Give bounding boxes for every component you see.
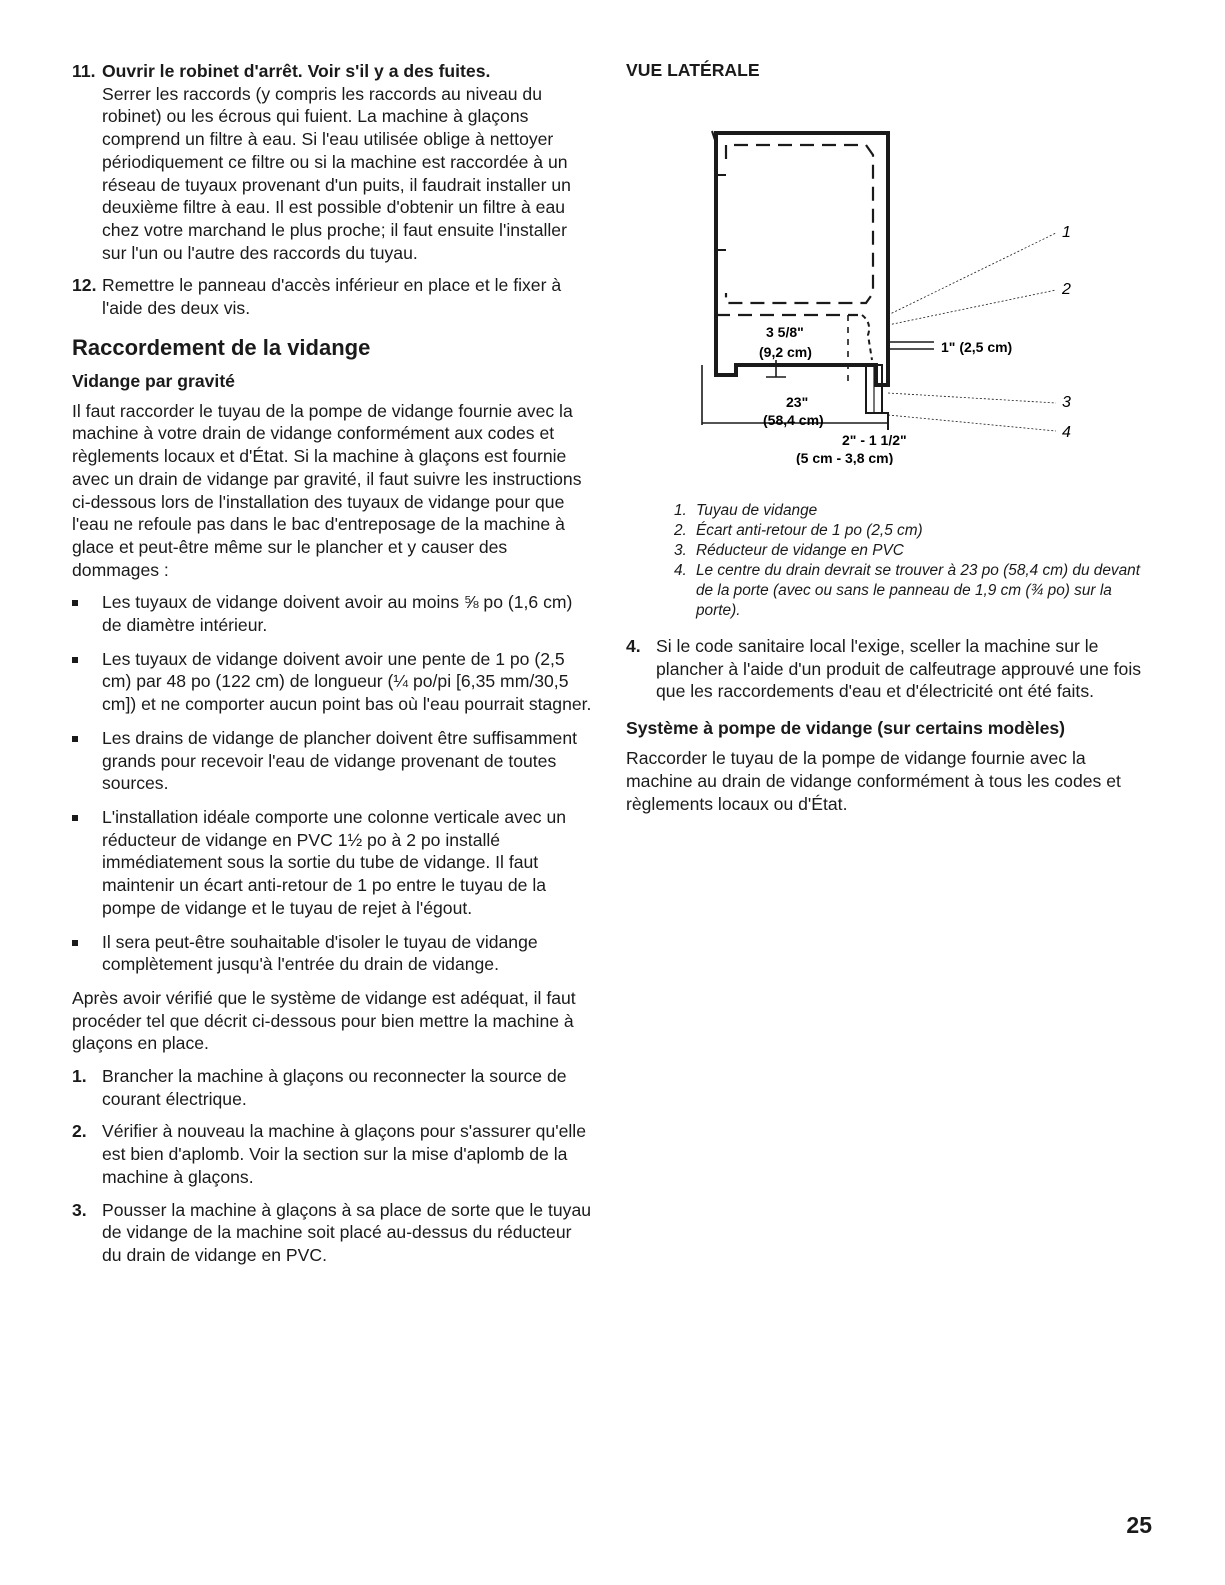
step-12	[72, 274, 592, 319]
callout-2: 2	[1062, 281, 1071, 298]
legend-item: 3. Réducteur de vidange en PVC	[674, 542, 904, 559]
intro-paragraph: Il faut raccorder le tuyau de la pompe de vidange fournie avec la machine à votre drain de vidange conformément aux codes et règlements locaux et d'État. Si la machine à glaçons est fournie avec un drain de vidange par gravité, il faut suivre les instructions ci-dessous lors de l'installation des tuyaux de vidange pour que l'eau ne refoule pas dans le bac d'entreposage de la machine à glace et peut-être même sur le plancher et y causer des dommages :	[72, 400, 582, 580]
step-12-body: Remettre le panneau d'accès inférieur en place et le fixer à l'aide des deux vis.	[102, 275, 562, 319]
page-number: 25	[1126, 1512, 1152, 1538]
diagram-legend	[674, 501, 1146, 621]
dimension-23-inch: 23"	[786, 394, 809, 410]
pump-system-body: Raccorder le tuyau de la pompe de vidange fournie avec la machine au drain de vidange conformément à tous les codes et règlements locaux ou d'État.	[626, 748, 1121, 814]
legend-item: 4. Le centre du drain devrait se trouver à 23 po (58,4 cm) du devant de la porte (avec ou sans le panneau de 1,9 cm (¾ po) sur la porte).	[674, 562, 1141, 619]
after-paragraph: Après avoir vérifié que le système de vidange est adéquat, il faut procéder tel que décrit ci-dessous pour bien mettre la machine à glaçons en place.	[72, 987, 576, 1054]
step-2: 2. Vérifier à nouveau la machine à glaçons pour s'assurer qu'elle est bien d'aplomb. Voir la section sur la mise d'aplomb de la machine à glaçons.	[72, 1121, 586, 1187]
dimension-5-3-8-cm: (5 cm - 3,8 cm)	[796, 450, 894, 465]
bullet-square-icon	[72, 940, 78, 946]
subsection-title: Vidange par gravité	[72, 370, 235, 391]
side-view-diagram	[626, 85, 1146, 465]
bullet-item: Les tuyaux de vidange doivent avoir au moins ⅝ po (1,6 cm) de diamètre intérieur.	[72, 591, 592, 636]
step-11	[72, 60, 592, 264]
step-11-title: Ouvrir le robinet d'arrêt. Voir s'il y a des fuites.	[102, 61, 491, 81]
callout-4: 4	[1062, 424, 1071, 441]
dimension-58-4-cm: (58,4 cm)	[763, 412, 824, 428]
callout-3: 3	[1062, 394, 1071, 411]
dimension-2-1-5-inch: 2" - 1 1/2"	[842, 432, 907, 448]
bullet-square-icon	[72, 736, 78, 742]
bullet-item: Il sera peut-être souhaitable d'isoler le tuyau de vidange complètement jusqu'à l'entrée du drain de vidange.	[72, 931, 592, 976]
dimension-1-inch: 1" (2,5 cm)	[941, 339, 1013, 355]
side-view-title: VUE LATÉRALE	[626, 60, 760, 80]
callout-1: 1	[1062, 224, 1071, 241]
bullet-item: Les drains de vidange de plancher doivent être suffisamment grands pour recevoir l'eau de vidange provenant de toutes sources.	[72, 727, 592, 795]
right-column	[626, 60, 1146, 815]
step-3: 3. Pousser la machine à glaçons à sa place de sorte que le tuyau de vidange de la machine soit placé au-dessus du réducteur du drain de vidange en PVC.	[72, 1199, 592, 1265]
step-11-body: Serrer les raccords (y compris les raccords au niveau du robinet) ou les écrous qui fuient. La machine à glaçons comprend un filtre à eau. Si l'eau utilisée oblige à nettoyer périodiquement ce filtre ou si la machine est raccordée à un réseau de tuyaux provenant d'un puits, il faudrait installer un deuxième filtre à eau. Il est possible d'obtenir un filtre à eau chez votre marchand le plus proche; il faut ensuite l'installer sur l'un ou l'autre des raccords du tuyau.	[102, 83, 571, 263]
bullet-item: L'installation idéale comporte une colonne verticale avec un réducteur de vidange en PVC 1½ po à 2 po installé immédiatement sous la sortie du tube de vidange. Il faut maintenir un écart anti-retour de 1 po entre le tuyau de la pompe de vidange et le tuyau de rejet à l'égout.	[72, 806, 592, 920]
step-1: 1. Brancher la machine à glaçons ou reconnecter la source de courant électrique.	[72, 1066, 567, 1109]
bullet-square-icon	[72, 657, 78, 663]
section-title: Raccordement de la vidange	[72, 334, 371, 360]
dimension-3-5-8: 3 5/8"	[766, 324, 804, 340]
step-12-number: 12.	[72, 275, 97, 296]
dimension-9-2-cm: (9,2 cm)	[759, 344, 812, 360]
bullet-item: Les tuyaux de vidange doivent avoir une pente de 1 po (2,5 cm) par 48 po (122 cm) de longueur (¼ po/pi [6,35 mm/30,5 cm]) et ne comporter aucun point bas où l'eau pourrait stagner.	[72, 648, 592, 716]
legend-item: 2. Écart anti-retour de 1 po (2,5 cm)	[674, 522, 923, 539]
bullet-square-icon	[72, 600, 78, 606]
step-11-number: 11.	[72, 61, 96, 81]
step-4: 4. Si le code sanitaire local l'exige, sceller la machine sur le plancher à l'aide d'un produit de calfeutrage approuvé une fois que les raccordements d'eau et d'électricité ont été faits.	[626, 636, 1142, 702]
left-column	[72, 60, 592, 1267]
door-dashed-outline	[726, 145, 873, 303]
bullet-square-icon	[72, 815, 78, 821]
legend-item: 1. Tuyau de vidange	[674, 502, 818, 519]
pump-system-title: Système à pompe de vidange (sur certains modèles)	[626, 718, 1066, 739]
